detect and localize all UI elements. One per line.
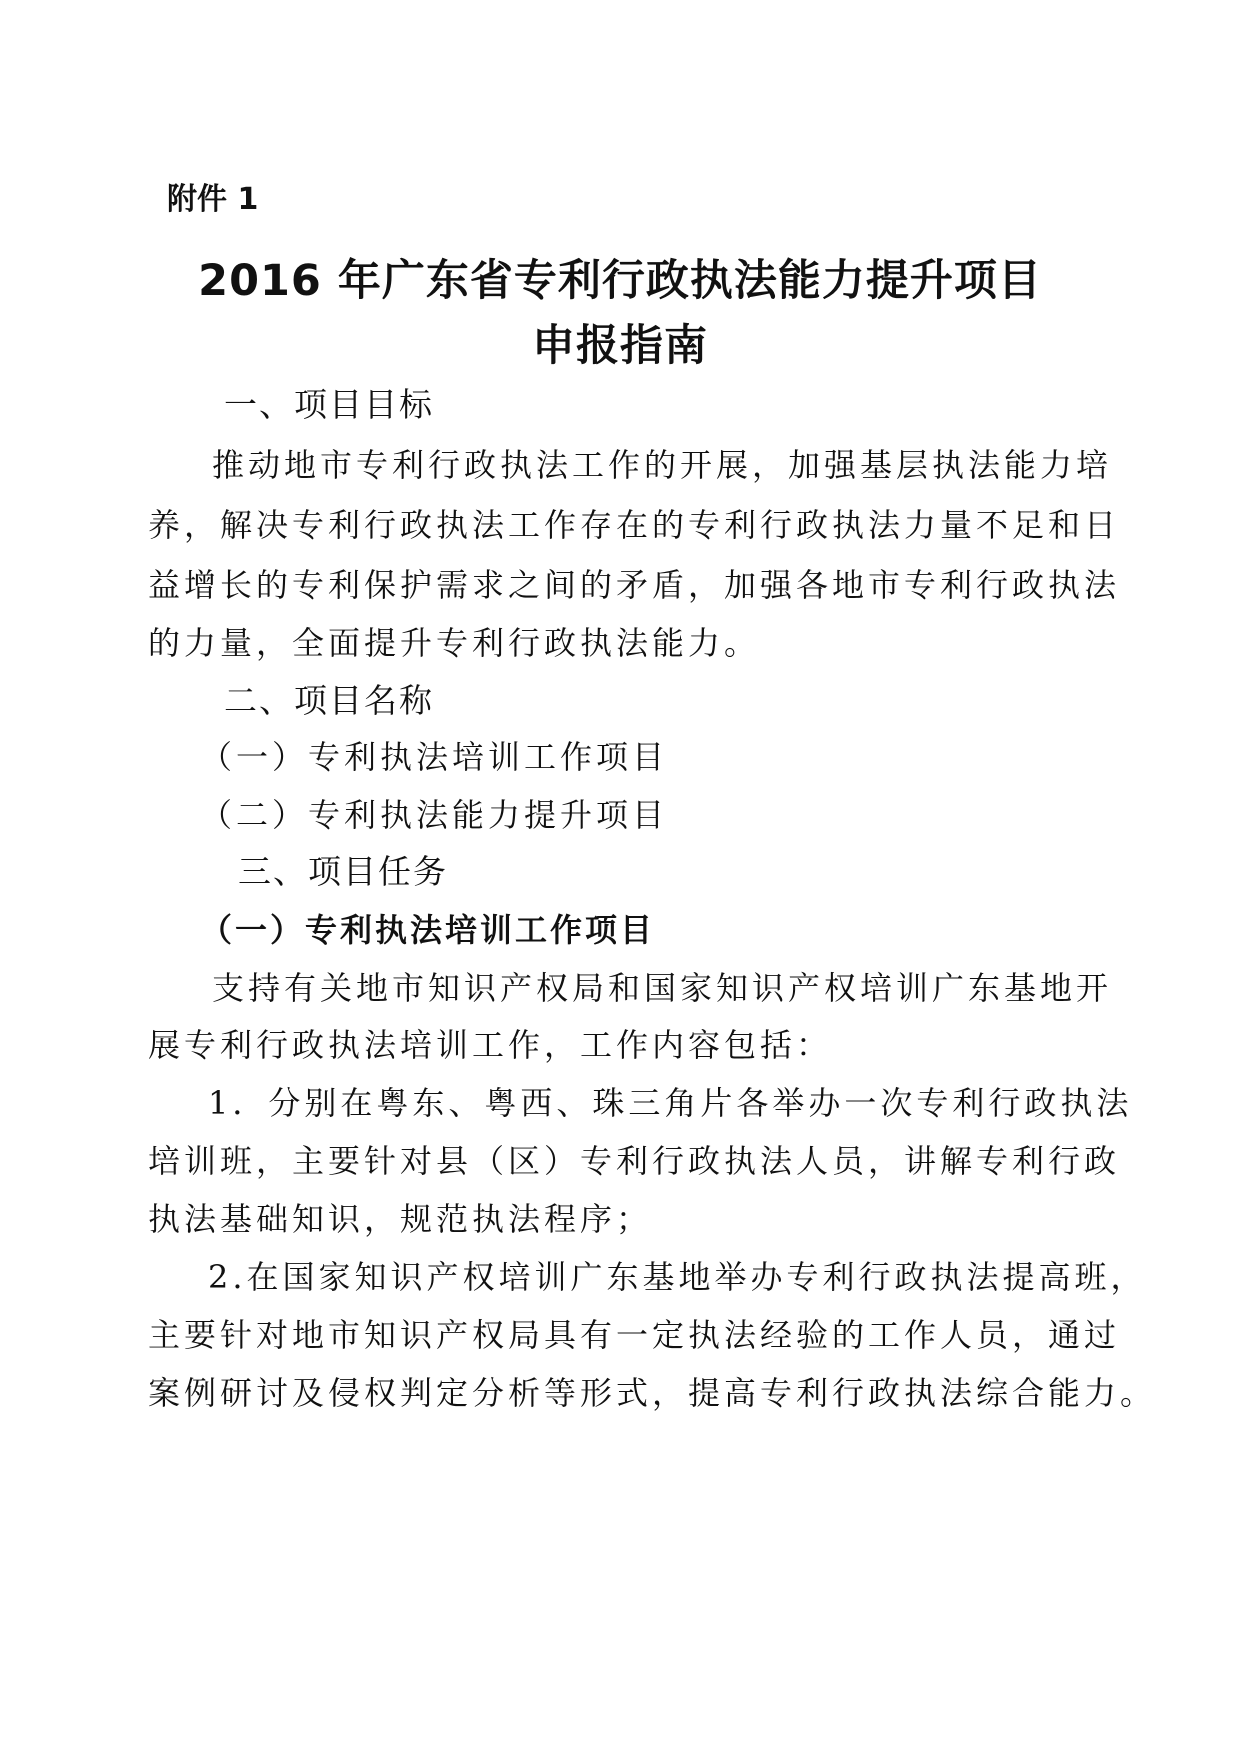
section-heading-project-tasks: 三、项目任务 [238,852,448,891]
paragraph-line: 支持有关地市知识产权局和国家知识产权培训广东基地开 [212,969,1113,1007]
list-item: （一）专利执法培训工作项目 [200,738,669,776]
paragraph-line: 益增长的专利保护需求之间的矛盾，加强各地市专利行政执法 [148,566,1121,604]
section-heading-project-name: 二、项目名称 [224,681,434,720]
subsection-heading: （一）专利执法培训工作项目 [200,911,656,949]
attachment-label: 附件 1 [167,182,259,217]
section-heading-goals: 一、项目目标 [224,385,434,424]
document-title-line-1: 2016 年广东省专利行政执法能力提升项目 [198,256,1042,306]
paragraph-line: 推动地市专利行政执法工作的开展，加强基层执法能力培 [212,446,1113,484]
paragraph-line: 案例研讨及侵权判定分析等形式，提高专利行政执法综合能力。 [148,1374,1157,1412]
paragraph-line: 主要针对地市知识产权局具有一定执法经验的工作人员，通过 [148,1316,1121,1354]
paragraph-line: 2.在国家知识产权培训广东基地举办专利行政执法提高班， [208,1258,1147,1296]
paragraph-line: 养，解决专利行政执法工作存在的专利行政执法力量不足和日 [148,506,1121,544]
paragraph-line: 展专利行政执法培训工作，工作内容包括： [148,1026,833,1064]
paragraph-line: 1．分别在粤东、粤西、珠三角片各举办一次专利行政执法 [208,1084,1133,1122]
paragraph-line: 的力量，全面提升专利行政执法能力。 [148,624,761,662]
document-title-line-2: 申报指南 [532,321,708,371]
paragraph-line: 执法基础知识，规范执法程序； [148,1200,653,1238]
list-item: （二）专利执法能力提升项目 [200,796,669,834]
paragraph-line: 培训班，主要针对县（区）专利行政执法人员，讲解专利行政 [148,1142,1121,1180]
